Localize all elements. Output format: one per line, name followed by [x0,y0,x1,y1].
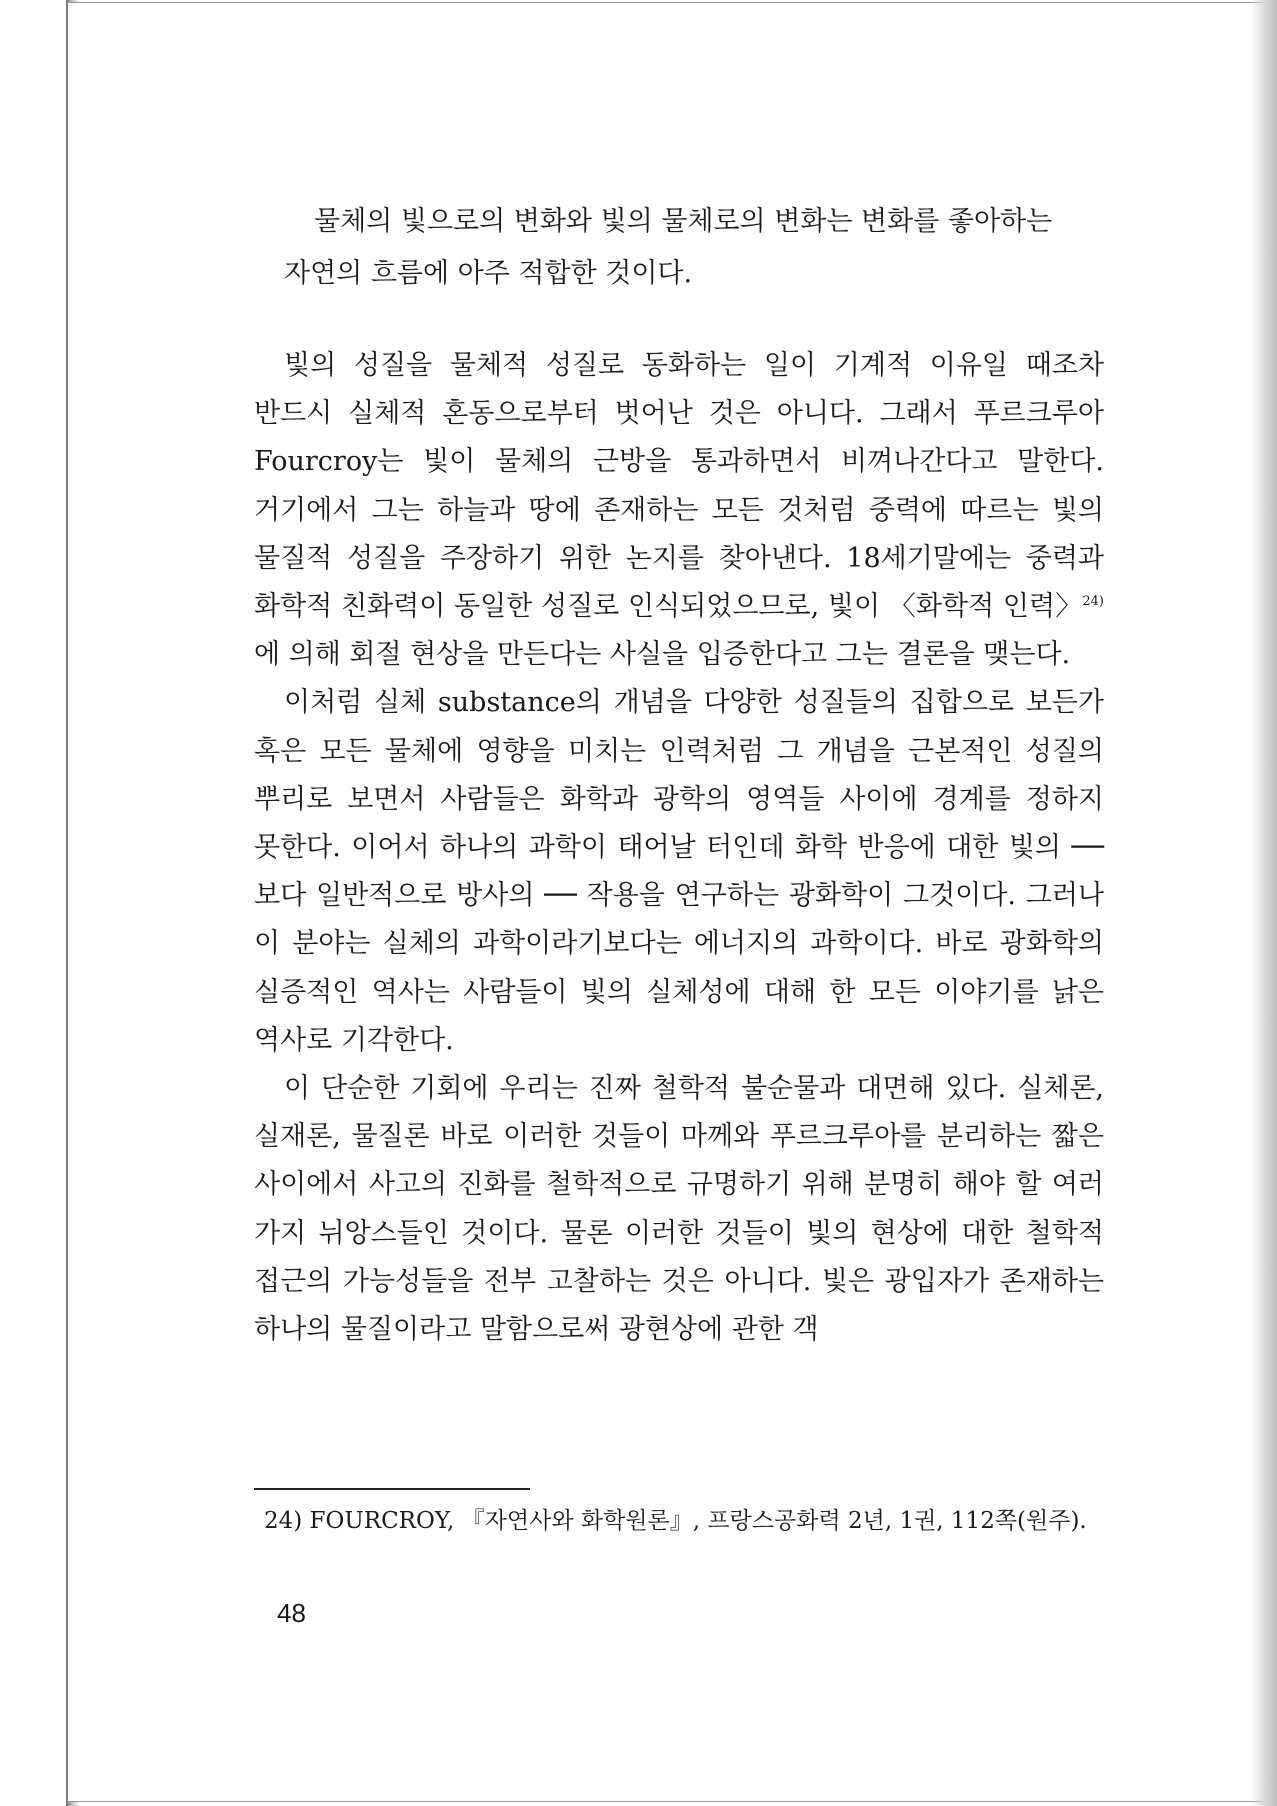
page-number: 48 [277,1598,306,1628]
page-edge-shadow [1251,0,1277,1806]
footnote-reference: 24) [1082,594,1104,610]
footnote-divider [254,1488,530,1490]
body-text [254,342,1104,1354]
quote-line-2: 자연의 흐름에 아주 적합한 것이다. [284,258,693,289]
footnote: 24) FOURCROY, 『자연사와 화학원론』, 프랑스공화력 2년, 1권, 112쪽(원주). [264,1508,1087,1534]
paragraph-1-text: 빛의 성질을 물체적 성질로 동화하는 일이 기계적 이유일 때조차 반드시 실체적 혼동으로부터 벗어난 것은 아니다. 그래서 푸르크루아 Fourcroy는 빛이 물체의 근방을 통과하면서 비껴나간다고 말한다. 거기에서 그는 하늘과 땅에 존재하는 모든 것처럼 중력에 따르는 빛의 물질적 성질을 주장하기 위한 논지를 찾아낸다. 18세기말에는 중력과 화학적 친화력이 동일한 성질로 인식되었으므로, 빛이 〈화학적 인력〉 [254,350,1104,623]
paragraph-1-text-end: 에 의해 회절 현상을 만든다는 사실을 입증한다고 그는 결론을 맺는다. [254,639,1071,671]
epigraph-quote [254,196,1104,300]
paragraph-3: 이 단순한 기회에 우리는 진짜 철학적 불순물과 대면해 있다. 실체론, 실재론, 물질론 바로 이러한 것들이 마께와 푸르크루아를 분리하는 짧은 사이에서 사고의 진화를 철학적으로 규명하기 위해 분명히 해야 할 여러 가지 뉘앙스들인 것이다. 물론 이러한 것들이 빛의 현상에 대한 철학적 접근의 가능성들을 전부 고찰하는 것은 아니다. 빛은 광입자가 존재하는 하나의 물질이라고 말함으로써 광현상에 관한 객 [254,1073,1104,1346]
paragraph-2: 이처럼 실체 substance의 개념을 다양한 성질들의 집합으로 보든가 혹은 모든 물체에 영향을 미치는 인력처럼 그 개념을 근본적인 성질의 뿌리로 보면서 사람들은 화학과 광학의 영역들 사이에 경계를 정하지 못한다. 이어서 하나의 과학이 태어날 터인데 화학 반응에 대한 빛의 ── 보다 일반적으로 방사의 ── 작용을 연구하는 광화학이 그것이다. 그러나 이 분야는 실체의 과학이라기보다는 에너지의 과학이다. 바로 광화학의 실증적인 역사는 사람들이 빛의 실체성에 대해 한 모든 이야기를 낡은 역사로 기각한다. [254,687,1104,1056]
quote-line-1: 물체의 빛으로의 변화와 빛의 물체로의 변화는 변화를 좋아하는 [314,206,1053,237]
paragraph-1 [254,342,1104,679]
